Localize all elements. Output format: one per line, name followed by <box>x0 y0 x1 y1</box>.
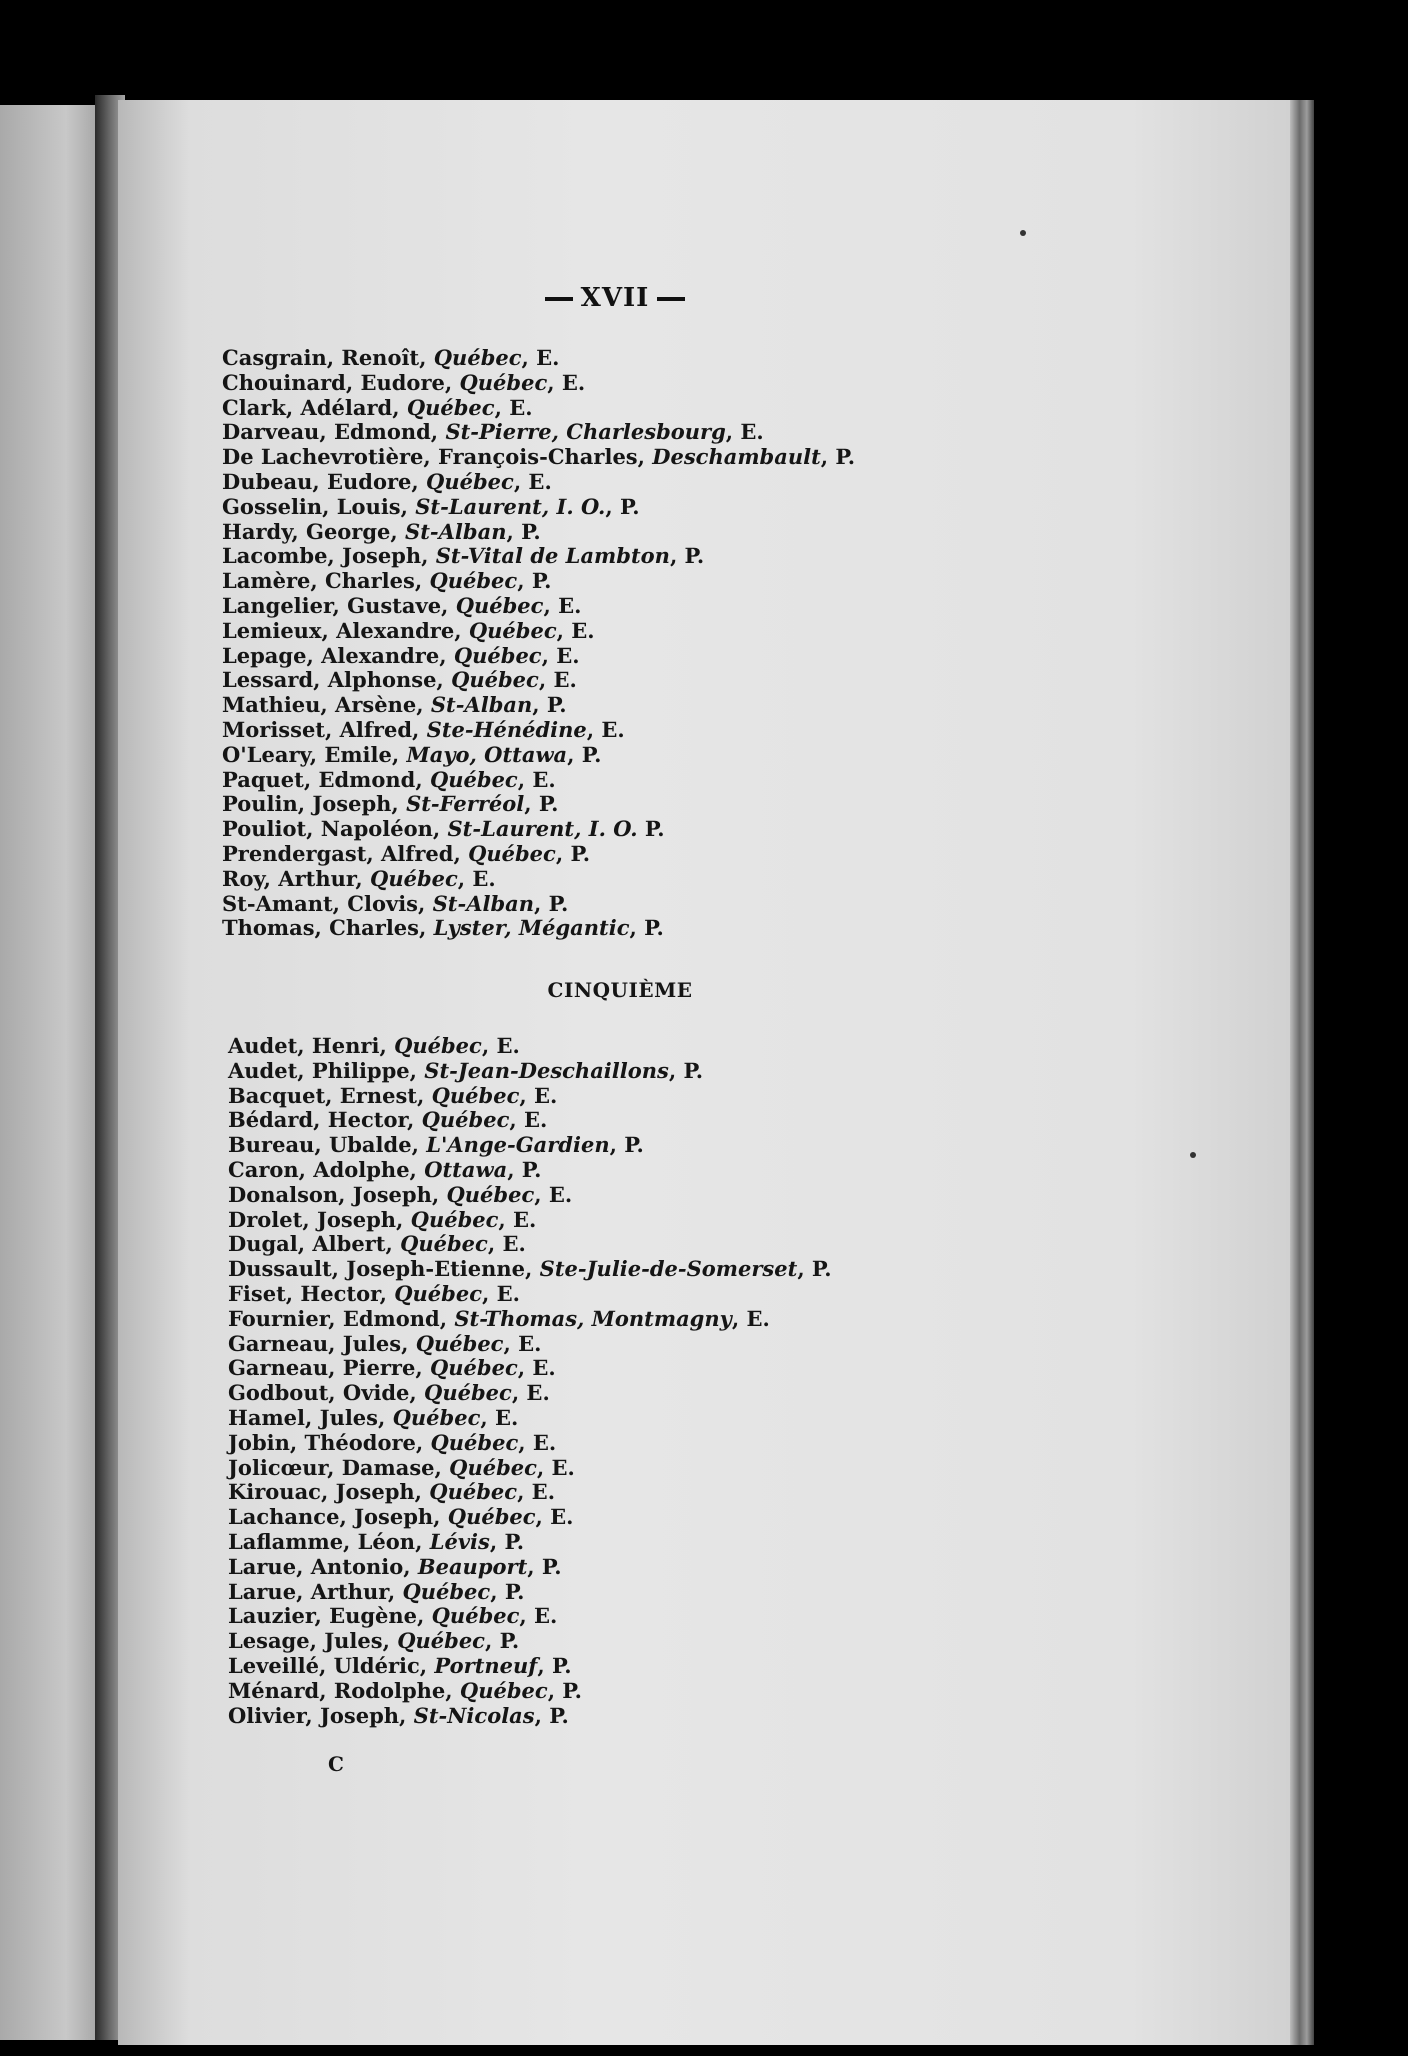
entry-name: Paquet, Edmond, <box>222 766 430 792</box>
entry-name: Jobin, Théodore, <box>228 1429 431 1455</box>
entry-suffix: , P. <box>629 915 664 941</box>
entry-suffix: , P. <box>605 493 640 519</box>
entry-suffix: , P. <box>555 840 591 866</box>
entry-suffix: , P. <box>567 741 602 767</box>
entry-place: Québec <box>397 1628 485 1654</box>
list-entry <box>222 544 855 569</box>
entry-place: Québec <box>451 667 539 693</box>
entry-name: Hardy, George, <box>222 518 406 544</box>
list-entry <box>228 1580 832 1605</box>
list-entry <box>222 693 855 718</box>
entry-name: Audet, Philippe, <box>228 1057 425 1083</box>
entry-place: Québec <box>421 1107 510 1133</box>
list-entry <box>222 569 855 594</box>
entry-suffix: , P. <box>532 692 567 718</box>
entry-place: Québec <box>400 1231 488 1257</box>
entry-name: Garneau, Jules, <box>228 1330 416 1356</box>
entry-place: Québec <box>410 1206 499 1232</box>
list-entry <box>222 768 855 793</box>
entry-suffix: , E. <box>517 1479 556 1505</box>
entry-place: Québec <box>392 1404 481 1430</box>
entry-place: St-Alban <box>432 890 535 916</box>
list-entry <box>222 668 855 693</box>
entry-suffix: , P. <box>506 518 541 544</box>
entry-name: Laflamme, Léon, <box>228 1528 430 1554</box>
entry-place: St-Ferréol <box>406 791 525 817</box>
entry-name: Prendergast, Alfred, <box>222 840 469 866</box>
entry-name: Jolicœur, Damase, <box>228 1454 450 1480</box>
entry-suffix: , E. <box>480 1404 519 1430</box>
entry-name: Poulin, Joseph, <box>222 791 407 817</box>
signature-mark: C <box>328 1752 344 1776</box>
list-entry <box>228 1208 832 1233</box>
list-entry <box>222 520 855 545</box>
list-entry <box>222 495 855 520</box>
list-entry <box>228 1505 832 1530</box>
entry-name: Lauzier, Eugène, <box>228 1603 432 1629</box>
name-list-upper <box>222 346 855 941</box>
entry-suffix: , E. <box>541 642 580 668</box>
entry-place: Ottawa <box>424 1156 508 1182</box>
entry-place: Québec <box>402 1578 491 1604</box>
entry-name: Ménard, Rodolphe, <box>228 1677 460 1703</box>
entry-suffix: , E. <box>482 1280 520 1306</box>
entry-suffix: , E. <box>547 369 586 395</box>
entry-place: Mayo, Ottawa <box>406 741 568 767</box>
list-entry <box>222 619 855 644</box>
entry-name: Lamère, Charles, <box>222 568 430 594</box>
entry-name: Bacquet, Ernest, <box>228 1082 432 1108</box>
list-entry <box>228 1257 832 1282</box>
entry-name: De Lachevrotière, François-Charles, <box>222 444 653 470</box>
entry-name: Pouliot, Napoléon, <box>222 816 448 842</box>
entry-name: O'Leary, Emile, <box>222 741 407 767</box>
entry-place: Québec <box>449 1454 537 1480</box>
entry-suffix: , P. <box>489 1528 525 1554</box>
entry-suffix: , P. <box>609 1132 644 1158</box>
entry-name: Donalson, Joseph, <box>228 1181 447 1207</box>
list-entry <box>228 1183 832 1208</box>
entry-name: Chouinard, Eudore, <box>222 369 460 395</box>
page-number <box>480 283 750 313</box>
entry-suffix: , E. <box>517 766 556 792</box>
list-entry <box>228 1307 832 1332</box>
entry-name: Fournier, Edmond, <box>228 1305 455 1331</box>
list-entry <box>222 470 855 495</box>
entry-place: L'Ange-Gardien <box>426 1132 610 1158</box>
list-entry <box>222 916 855 941</box>
speck <box>1190 1152 1196 1158</box>
list-entry <box>222 445 855 470</box>
entry-suffix: , P. <box>537 1652 572 1678</box>
entry-suffix: , E. <box>518 1429 557 1455</box>
entry-place: Québec <box>429 1355 518 1381</box>
entry-name: Dugal, Albert, <box>228 1231 401 1257</box>
entry-name: Dubeau, Eudore, <box>222 468 427 494</box>
entry-place: Québec <box>431 1603 520 1629</box>
entry-place: Lyster, Mégantic <box>433 915 630 941</box>
list-entry <box>228 1530 832 1555</box>
entry-suffix: , P. <box>534 890 569 916</box>
entry-suffix: , E. <box>481 1033 520 1058</box>
entry-suffix: , E. <box>536 1454 575 1480</box>
list-entry <box>222 817 855 842</box>
list-entry <box>228 1654 832 1679</box>
dash-right <box>657 297 685 301</box>
list-entry <box>222 420 855 445</box>
list-entry <box>228 1158 832 1183</box>
entry-place: Québec <box>426 468 514 494</box>
list-entry <box>228 1406 832 1431</box>
entry-name: Larue, Arthur, <box>228 1578 403 1604</box>
entry-name: Mathieu, Arsène, <box>222 692 431 718</box>
entry-name: Langelier, Gustave, <box>222 592 456 618</box>
entry-suffix: , E. <box>538 667 577 693</box>
entry-place: Beauport <box>417 1553 528 1579</box>
entry-place: Québec <box>424 1380 512 1406</box>
list-entry <box>222 371 855 396</box>
entry-name: Leveillé, Uldéric, <box>228 1652 435 1678</box>
entry-name: Audet, Henri, <box>228 1033 395 1058</box>
facing-page-fragment <box>0 105 110 2040</box>
speck <box>1020 230 1026 236</box>
dash-left <box>545 297 573 301</box>
entry-place: Québec <box>433 345 522 370</box>
entry-suffix: , P. <box>669 543 705 569</box>
list-entry <box>228 1555 832 1580</box>
entry-name: Hamel, Jules, <box>228 1404 393 1430</box>
entry-name: Clark, Adélard, <box>222 394 407 420</box>
entry-suffix: , E. <box>534 1181 573 1207</box>
entry-suffix: , E. <box>494 394 533 420</box>
entry-name: Dussault, Joseph-Etienne, <box>228 1256 540 1282</box>
entry-place: Québec <box>459 369 548 395</box>
entry-place: Québec <box>455 592 544 618</box>
entry-place: Québec <box>459 1677 548 1703</box>
entry-place: Québec <box>429 766 518 792</box>
page-number-text: XVII <box>580 283 650 313</box>
entry-place: Québec <box>468 617 557 643</box>
entry-place: Ste-Hénédine <box>426 716 587 742</box>
entry-place: Québec <box>429 568 518 594</box>
entry-place: Québec <box>431 1082 520 1108</box>
list-entry <box>228 1704 832 1729</box>
entry-suffix: , E. <box>543 592 582 618</box>
entry-place: Québec <box>370 865 458 891</box>
entry-place: Québec <box>446 1181 535 1207</box>
list-entry <box>228 1679 832 1704</box>
entry-suffix: , E. <box>511 1380 550 1406</box>
entry-suffix: , E. <box>487 1231 526 1257</box>
list-entry <box>222 718 855 743</box>
entry-place: Ste-Julie-de-Somerset <box>539 1256 798 1282</box>
entry-place: Québec <box>415 1330 504 1356</box>
entry-suffix: , E. <box>513 468 552 494</box>
entry-name: Casgrain, Renoît, <box>222 345 434 370</box>
list-entry <box>228 1133 832 1158</box>
entry-suffix: , E. <box>517 1355 556 1381</box>
entry-place: Lévis <box>429 1528 490 1554</box>
list-entry <box>228 1059 832 1084</box>
list-entry <box>222 892 855 917</box>
list-entry <box>222 594 855 619</box>
list-entry <box>228 1084 832 1109</box>
entry-suffix: , P. <box>517 568 552 594</box>
entry-name: Morisset, Alfred, <box>222 716 427 742</box>
entry-place: St-Pierre, Charlesbourg <box>445 419 726 445</box>
entry-place: St-Thomas, Montmagny <box>454 1305 732 1331</box>
entry-name: Olivier, Joseph, <box>228 1702 414 1728</box>
entry-suffix: , P. <box>797 1256 832 1282</box>
entry-place: St-Alban <box>430 692 533 718</box>
entry-suffix: , E. <box>519 1082 558 1108</box>
entry-place: Québec <box>453 642 542 668</box>
entry-suffix: , E. <box>521 345 560 370</box>
entry-suffix: , E. <box>725 419 764 445</box>
entry-place: Québec <box>394 1033 482 1058</box>
entry-place: Québec <box>468 840 556 866</box>
entry-name: Lesage, Jules, <box>228 1628 398 1654</box>
list-entry <box>222 644 855 669</box>
entry-suffix: , P. <box>524 791 559 817</box>
entry-name: Lacombe, Joseph, <box>222 543 436 569</box>
list-entry <box>228 1356 832 1381</box>
entry-place: St-Alban <box>405 518 507 544</box>
list-entry <box>228 1232 832 1257</box>
entry-name: Lessard, Alphonse, <box>222 667 452 693</box>
entry-place: Québec <box>430 1429 519 1455</box>
list-entry <box>228 1108 832 1133</box>
page-edge <box>1290 100 1314 2045</box>
entry-name: Caron, Adolphe, <box>228 1156 425 1182</box>
list-entry <box>228 1456 832 1481</box>
list-entry <box>222 867 855 892</box>
entry-name: St-Amant, Clovis, <box>222 890 433 916</box>
entry-place: St-Nicolas <box>413 1702 535 1728</box>
entry-place: Québec <box>447 1504 536 1530</box>
entry-place: Québec <box>406 394 495 420</box>
list-entry <box>222 743 855 768</box>
entry-name: Darveau, Edmond, <box>222 419 446 445</box>
name-list-cinquieme <box>228 1034 832 1728</box>
entry-suffix: , P. <box>490 1578 525 1604</box>
entry-suffix: , P. <box>534 1702 569 1728</box>
entry-name: Bureau, Ubalde, <box>228 1132 427 1158</box>
entry-place: St-Laurent, I. O. <box>415 493 606 519</box>
entry-suffix: , P. <box>547 1677 582 1703</box>
entry-suffix: , P. <box>527 1553 562 1579</box>
list-entry <box>222 792 855 817</box>
entry-name: Lemieux, Alexandre, <box>222 617 469 643</box>
list-entry <box>228 1282 832 1307</box>
entry-place: Québec <box>429 1479 518 1505</box>
entry-suffix: , E. <box>509 1107 548 1133</box>
entry-suffix: , P. <box>507 1156 542 1182</box>
entry-suffix: , E. <box>498 1206 537 1232</box>
entry-place: St-Laurent, I. O. <box>447 816 638 842</box>
entry-name: Fiset, Hector, <box>228 1280 395 1306</box>
entry-place: Portneuf <box>434 1652 538 1678</box>
list-entry <box>228 1480 832 1505</box>
list-entry <box>228 1431 832 1456</box>
list-entry <box>222 842 855 867</box>
entry-suffix: , E. <box>503 1330 542 1356</box>
entry-name: Roy, Arthur, <box>222 865 371 891</box>
entry-name: Larue, Antonio, <box>228 1553 418 1579</box>
entry-place: Deschambault <box>652 444 821 470</box>
entry-suffix: , E. <box>457 865 496 891</box>
entry-name: Garneau, Pierre, <box>228 1355 430 1381</box>
entry-suffix: , P. <box>668 1057 704 1083</box>
entry-suffix: P. <box>637 816 665 842</box>
section-heading: CINQUIÈME <box>547 978 693 1002</box>
entry-place: St-Jean-Deschaillons <box>424 1057 669 1083</box>
entry-name: Gosselin, Louis, <box>222 493 416 519</box>
entry-place: St-Vital de Lambton <box>435 543 670 569</box>
entry-suffix: , E. <box>519 1603 558 1629</box>
list-entry <box>228 1604 832 1629</box>
entry-place: Québec <box>394 1280 483 1306</box>
list-entry <box>222 396 855 421</box>
entry-suffix: , E. <box>535 1504 574 1530</box>
entry-name: Thomas, Charles, <box>222 915 434 941</box>
entry-name: Lachance, Joseph, <box>228 1504 448 1530</box>
entry-name: Drolet, Joseph, <box>228 1206 411 1232</box>
entry-name: Godbout, Ovide, <box>228 1380 425 1406</box>
entry-name: Bédard, Hector, <box>228 1107 422 1133</box>
entry-name: Kirouac, Joseph, <box>228 1479 430 1505</box>
entry-suffix: , P. <box>484 1628 520 1654</box>
entry-name: Lepage, Alexandre, <box>222 642 454 668</box>
entry-suffix: , P. <box>820 444 856 470</box>
entry-suffix: , E. <box>586 716 625 742</box>
list-entry <box>228 1381 832 1406</box>
list-entry <box>228 1629 832 1654</box>
list-entry <box>228 1034 832 1059</box>
entry-suffix: , E. <box>556 617 595 643</box>
list-entry <box>228 1332 832 1357</box>
list-entry <box>222 346 855 371</box>
entry-suffix: , E. <box>731 1305 770 1331</box>
